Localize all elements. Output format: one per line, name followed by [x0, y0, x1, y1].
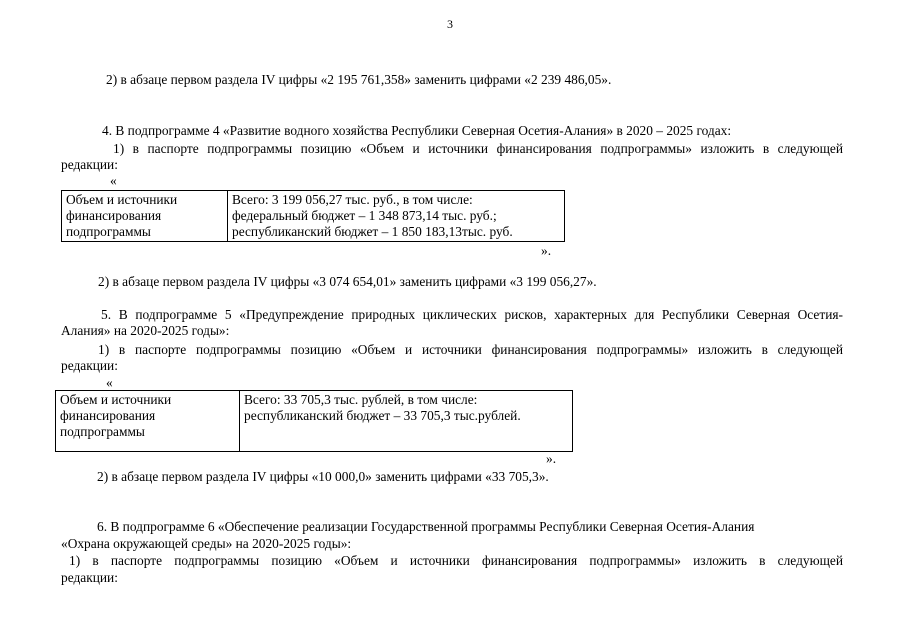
- heading-subprogram-6-line1: 6. В подпрограмме 6 «Обеспечение реализации Государственной программы Республики Северная Осетия-Алания: [97, 519, 755, 534]
- financing-table-1-value-cell: [228, 191, 565, 242]
- table1-right-line-1: Всего: 3 199 056,27 тыс. руб., в том числе:: [232, 192, 473, 207]
- subprogram-5-item2: 2) в абзаце первом раздела IV цифры «10 000,0» заменить цифрами «33 705,3».: [97, 469, 549, 484]
- table1-left-line-3: подпрограммы: [66, 224, 151, 239]
- table2-left-line-3: подпрограммы: [60, 424, 145, 439]
- financing-table-2-value-cell: [240, 391, 573, 452]
- heading-subprogram-6-line2: «Охрана окружающей среды» на 2020-2025 годы»:: [61, 536, 352, 551]
- table2-right-line-1: Всего: 33 705,3 тыс. рублей, в том числе:: [244, 392, 478, 407]
- financing-table-1-label-cell: [62, 191, 228, 242]
- close-quote-1: ».: [541, 243, 552, 258]
- financing-table-2-label-cell: [56, 391, 240, 452]
- heading-subprogram-4: 4. В подпрограмме 4 «Развитие водного хозяйства Республики Северная Осетия-Алания» в 2020 – 2025 годах:: [102, 123, 732, 138]
- subprogram-4-item1-line2: редакции:: [61, 157, 118, 172]
- open-quote-2: «: [106, 375, 113, 390]
- heading-subprogram-5-line2: Алания» на 2020-2025 годы»:: [61, 323, 230, 338]
- table1-left-line-2: финансирования: [66, 208, 162, 223]
- paragraph-p1: 2) в абзаце первом раздела IV цифры «2 195 761,358» заменить цифрами «2 239 486,05».: [106, 72, 612, 87]
- subprogram-6-item1-line2: редакции:: [61, 570, 118, 585]
- table2-left-line-1: Объем и источники: [60, 392, 172, 407]
- table2-right-line-2: республиканский бюджет – 33 705,3 тыс.рублей.: [244, 408, 521, 423]
- table1-left-line-1: Объем и источники: [66, 192, 178, 207]
- close-quote-2: ».: [546, 451, 557, 466]
- heading-subprogram-5-line1: 5. В подпрограмме 5 «Предупреждение природных циклических рисков, характерных для Республики Северная Осетия-: [101, 307, 843, 322]
- subprogram-5-item1-line2: редакции:: [61, 358, 118, 373]
- table2-left-line-2: финансирования: [60, 408, 156, 423]
- financing-table-1: [61, 190, 565, 242]
- open-quote-1: «: [110, 173, 117, 188]
- subprogram-4-item1-line1: 1) в паспорте подпрограммы позицию «Объем и источники финансирования подпрограммы» изложить в следующей: [113, 141, 843, 156]
- subprogram-5-item1-line1: 1) в паспорте подпрограммы позицию «Объем и источники финансирования подпрограммы» изложить в следующей: [98, 342, 843, 357]
- page-number: 3: [447, 17, 453, 31]
- subprogram-6-item1-line1: 1) в паспорте подпрограммы позицию «Объем и источники финансирования подпрограммы» изложить в следующей: [69, 553, 843, 568]
- table1-right-line-3: республиканский бюджет – 1 850 183,13тыс. руб.: [232, 224, 513, 239]
- financing-table-2: [55, 390, 573, 452]
- subprogram-4-item2: 2) в абзаце первом раздела IV цифры «3 074 654,01» заменить цифрами «3 199 056,27».: [98, 274, 597, 289]
- table1-right-line-2: федеральный бюджет – 1 348 873,14 тыс. руб.;: [232, 208, 497, 223]
